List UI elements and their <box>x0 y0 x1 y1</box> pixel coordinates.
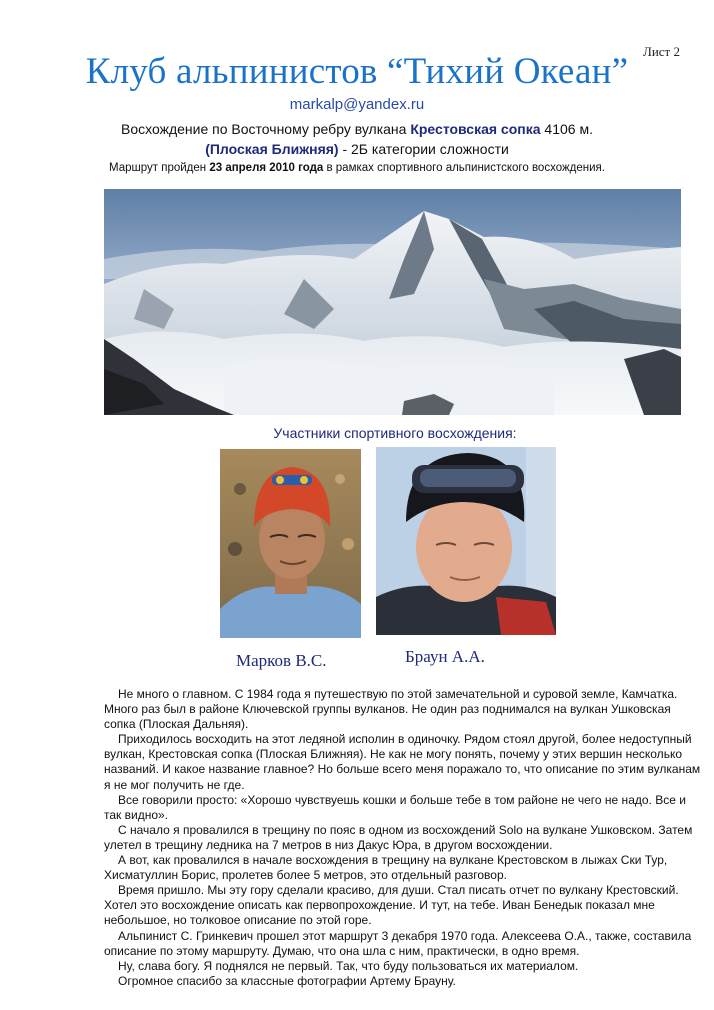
route-line-3-prefix: Маршрут пройден <box>109 162 210 174</box>
peak-name: Крестовская сопка <box>410 121 541 137</box>
route-line-2 <box>0 141 714 157</box>
paragraph: Приходилось восходить на этот ледяной исполин в одиночку. Рядом стоял другой, более недоступный вулкан, Крестовская сопка (Плоская Ближняя). Не как не могу понять, почему у этих вершин несколько названий. И какое название главное? Но больше всего меня поражало то, что описание по этим вулканам я не мог получить не где. <box>104 732 701 792</box>
route-line-3 <box>0 162 714 174</box>
route-line-1 <box>0 121 714 137</box>
sheet-number: Лист 2 <box>643 44 680 59</box>
route-line-1-prefix: Восхождение по Восточному ребру вулкана <box>121 121 411 137</box>
participants-heading: Участники спортивного восхождения: <box>273 425 517 441</box>
paragraph: Все говорили просто: «Хорошо чувствуешь кошки и больше тебе в том районе не чего не надо. Все и так видно». <box>104 792 686 822</box>
paragraph: Ну, слава богу. Я поднялся не первый. Так, что буду пользоваться их материалом. <box>118 958 579 973</box>
paragraph: Не много о главном. С 1984 года я путешествую по этой замечательной и суровой земле, Камчатка. Много раз был в районе Ключевской группы вулканов. Не один раз поднимался на вулкан Ушковская сопка (Плоская Дальняя). <box>104 687 678 732</box>
paragraph: А вот, как провалился в начале восхождения в трещину на вулкане Крестовском в лыжах Ски Тур, Хисматуллин Борис, пролетев более 5 метров, это отдельный разговор. <box>104 853 668 883</box>
paragraph: С начало я провалился в трещину по пояс в одном из восхождений Solo на вулкане Ушковском. Затем улетел в трещину ледника на 7 метров в низ Дакус Юра, в другом восхождении. <box>104 822 693 852</box>
ascent-date: 23 апреля 2010 года <box>209 162 324 174</box>
volcano-panorama-photo <box>104 189 681 415</box>
route-line-1-suffix: 4106 м. <box>540 121 593 137</box>
participant-name-2: Браун А.А. <box>405 647 485 666</box>
peak-alt-name: (Плоская Ближняя) <box>205 141 339 157</box>
email-address[interactable]: markalp@yandex.ru <box>289 96 425 113</box>
difficulty-category: - 2Б категории сложности <box>338 141 509 157</box>
portrait-braun <box>376 447 556 635</box>
report-text <box>104 687 704 989</box>
club-title: Клуб альпинистов “Тихий Океан” <box>85 51 629 92</box>
paragraph: Огромное спасибо за классные фотографии Артему Брауну. <box>118 973 456 988</box>
paragraph: Альпинист С. Гринкевич прошел этот маршрут 3 декабря 1970 года. Алексеева О.А., также, составила описание по этому маршруту. Думаю, что она шла с ним, практически, в одно время. <box>104 928 692 958</box>
participant-name-1: Марков В.С. <box>236 651 327 670</box>
paragraph: Время пришло. Мы эту гору сделали красиво, для души. Стал писать отчет по вулкану Крестовский. Хотел это восхождение описать как первопрохождение. И тут, на тебе. Иван Бенедык показал мне небольшое, но толковое описание по этой горе. <box>104 883 679 928</box>
route-line-3-suffix: в рамках спортивного альпинистского восхождения. <box>323 162 605 174</box>
portrait-markov <box>220 449 361 638</box>
